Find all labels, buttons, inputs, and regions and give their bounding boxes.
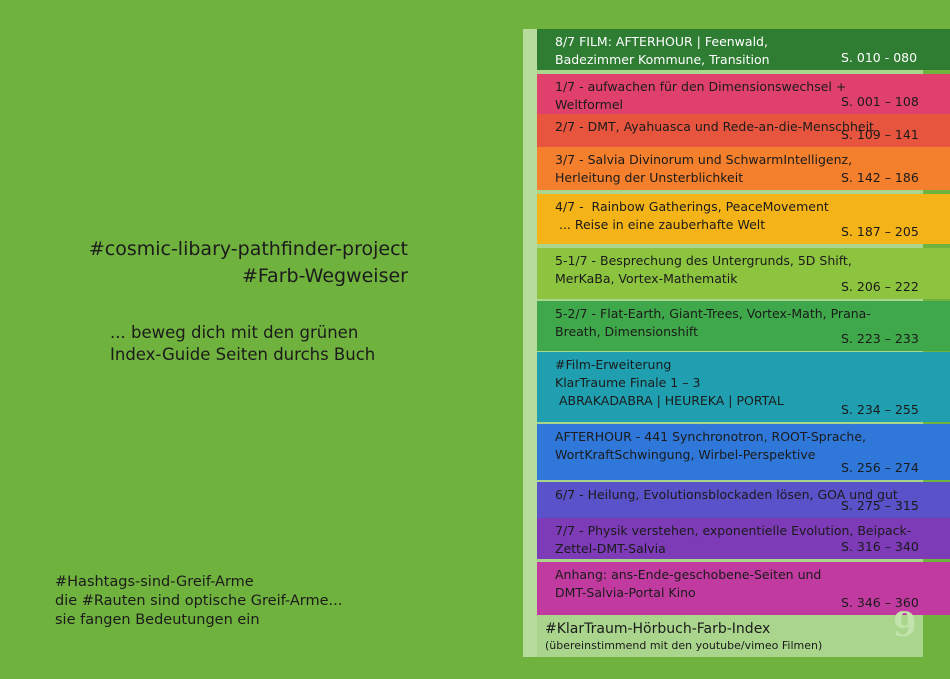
index-entry xyxy=(537,301,950,351)
index-entry-text xyxy=(555,151,855,187)
index-entry-line: Zettel-DMT-Salvia xyxy=(555,541,666,556)
hashtag-note xyxy=(55,573,342,630)
hashtag-note-line-1: #Hashtags-sind-Greif-Arme xyxy=(55,574,254,590)
index-entry-line: 5-2/7 - Flat-Earth, Giant-Trees, Vortex-Math, Prana- xyxy=(555,306,871,321)
index-entry xyxy=(537,147,950,190)
index-entry-line: DMT-Salvia-Portal Kino xyxy=(555,585,696,600)
index-entry-pages: S. 001 – 108 xyxy=(841,94,919,109)
index-entry-pages: S. 316 – 340 xyxy=(841,539,919,554)
hashtag-note-line-2: die #Rauten sind optische Greif-Arme... xyxy=(55,593,343,609)
index-entry xyxy=(537,194,950,244)
index-entry-text xyxy=(555,428,867,464)
index-entry-pages: S. 206 – 222 xyxy=(841,279,919,294)
panel-edge xyxy=(523,29,537,657)
index-entry-line: AFTERHOUR - 441 Synchronotron, ROOT-Sprache, xyxy=(555,429,867,444)
index-entry xyxy=(537,74,950,114)
index-entry-pages: S. 010 - 080 xyxy=(841,50,918,65)
index-entry xyxy=(537,352,950,422)
index-entry xyxy=(537,29,950,70)
index-entry-line: Herleitung der Unsterblichkeit xyxy=(555,170,744,185)
index-entry-line: 4/7 - Rainbow Gatherings, PeaceMovement xyxy=(555,199,829,214)
index-entry-text xyxy=(555,356,855,410)
index-entry-pages: S. 234 – 255 xyxy=(841,402,919,417)
index-entry-text xyxy=(555,486,898,504)
index-entry-line: 6/7 - Heilung, Evolutionsblockaden lösen, GOA und gut xyxy=(555,487,898,502)
index-entry-line: 5-1/7 - Besprechung des Untergrunds, 5D Shift, xyxy=(555,253,852,268)
index-entry-text xyxy=(555,305,871,341)
index-entry xyxy=(537,248,950,299)
index-entry-pages: S. 346 – 360 xyxy=(841,595,919,610)
index-entry-line: Weltformel xyxy=(555,97,623,112)
index-entry-line: #Film-Erweiterung xyxy=(555,357,672,372)
guide-subtitle-line-1: ... beweg dich mit den grünen xyxy=(110,323,359,342)
guide-subtitle-line-2: Index-Guide Seiten durchs Buch xyxy=(110,345,376,364)
index-entry xyxy=(537,562,950,615)
index-entry xyxy=(537,482,950,518)
index-entry-line: 2/7 - DMT, Ayahuasca und Rede-an-die-Menschheit xyxy=(555,119,874,134)
index-entry-pages: S. 142 – 186 xyxy=(841,170,919,185)
index-entry-pages: S. 256 – 274 xyxy=(841,460,919,475)
index-entry-pages: S. 109 – 141 xyxy=(841,127,919,142)
hashtag-note-line-3: sie fangen Bedeutungen ein xyxy=(55,612,260,628)
index-entry-line: 3/7 - Salvia Divinorum und SchwarmIntelligenz, xyxy=(555,152,853,167)
index-entry xyxy=(537,518,950,559)
index-entry-text xyxy=(555,118,874,136)
index-entry-line: MerKaBa, Vortex-Mathematik xyxy=(555,271,738,286)
index-entry xyxy=(537,114,950,147)
guide-subtitle xyxy=(110,322,375,366)
index-entry-text xyxy=(555,252,855,288)
index-entry-pages: S. 223 – 233 xyxy=(841,331,919,346)
index-entry-line: 7/7 - Physik verstehen, exponentielle Evolution, Beipack- xyxy=(555,523,912,538)
index-entry-line: Breath, Dimensionshift xyxy=(555,324,698,339)
page-corner-mark: 9 xyxy=(893,605,917,645)
index-entry-text xyxy=(555,78,855,114)
project-title xyxy=(89,236,408,290)
index-entry-line: Anhang: ans-Ende-geschobene-Seiten und xyxy=(555,567,822,582)
index-entry-line: 1/7 - aufwachen für den Dimensionswechsel + xyxy=(555,79,847,94)
index-entry-line: KlarTraume Finale 1 – 3 xyxy=(555,375,701,390)
index-entry xyxy=(537,424,950,480)
project-title-line-2: #Farb-Wegweiser xyxy=(241,265,408,287)
index-entry-line: ABRAKADABRA | HEUREKA | PORTAL xyxy=(555,393,784,408)
project-title-line-1: #cosmic-libary-pathfinder-project xyxy=(88,238,408,260)
index-entry-pages: S. 187 – 205 xyxy=(841,224,919,239)
index-footer-title: #KlarTraum-Hörbuch-Farb-Index xyxy=(545,621,771,637)
index-entry-line: Badezimmer Kommune, Transition xyxy=(555,52,770,67)
index-entry-line: WortKraftSchwingung, Wirbel-Perspektive xyxy=(555,447,816,462)
index-entry-text xyxy=(555,198,855,234)
index-entry-line: ... Reise in eine zauberhafte Welt xyxy=(555,217,766,232)
index-footer-note: (übereinstimmend mit den youtube/vimeo Filmen) xyxy=(545,639,823,652)
index-entry-pages: S. 275 – 315 xyxy=(841,498,919,513)
index-entry-text xyxy=(555,566,855,602)
index-entry-text xyxy=(555,33,855,69)
index-entry-line: 8/7 FILM: AFTERHOUR | Feenwald, xyxy=(555,34,768,49)
